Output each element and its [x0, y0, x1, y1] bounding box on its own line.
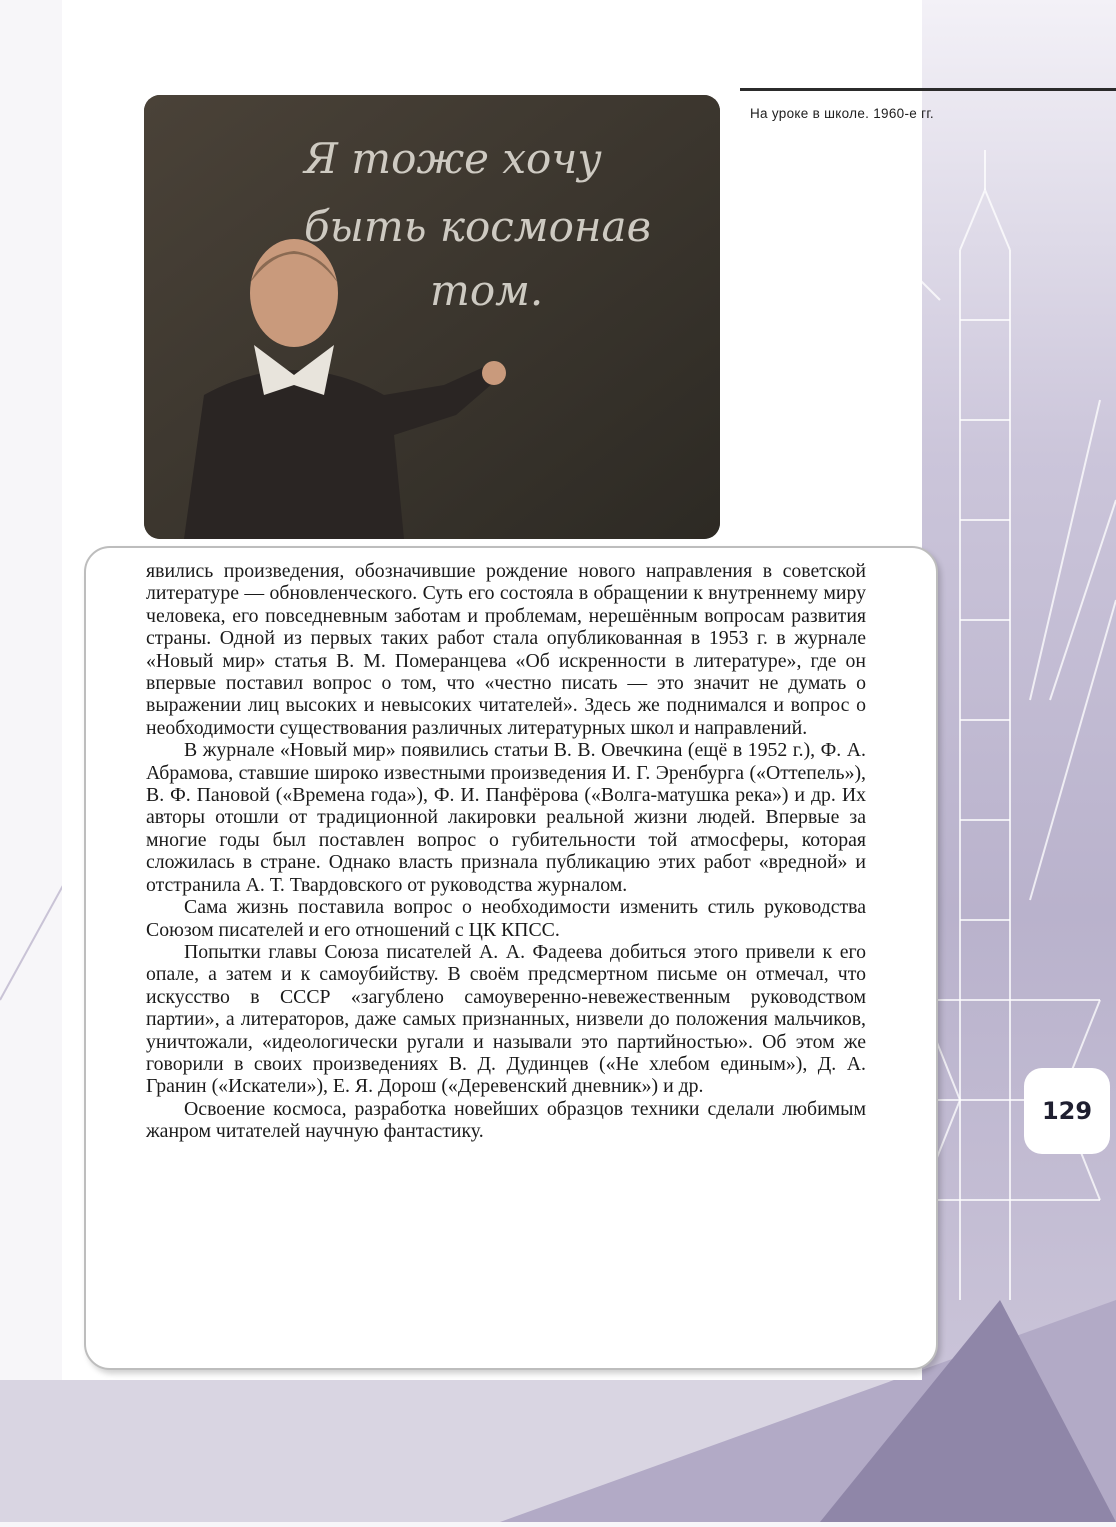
paragraph: явились произведения, обозначившие рождение нового направления в советской литературе — обновленческого. Суть его состояла в обращении к внутреннему миру человека, его повседневным заботам и проблемам, нерешённым вопросам развития страны. Одной из первых таких работ стала опубликованная в 1953 г. в журнале «Новый мир» статья В. М. Померанцева «Об искренности в литературе», где он впервые поставил вопрос о том, что «честно писать — это значит не думать о выражении лиц высоких и невысоких читателей». Здесь же поднимался и вопрос о необходимости существования различных литературных школ и направлений.: [146, 560, 866, 739]
paragraph: Попытки главы Союза писателей А. А. Фадеева добиться этого привели к его опале, а затем и к самоубийству. В своём предсмертном письме он отмечал, что искусство в СССР «загублено самоуверенно-невежественным руководством партии», а литераторов, даже самых признанных, низвели до положения мальчиков, уничтожали, «идеологически ругали и называли это партийностью». Об этом же говорили в своих произведениях В. Д. Дудинцев («Не хлебом единым»), Д. А. Гранин («Искатели»), Е. Я. Дорош («Деревенский дневник») и др.: [146, 940, 866, 1098]
page-number: 129: [1024, 1068, 1110, 1154]
svg-text:быть космонав: быть космонав: [304, 202, 652, 251]
photo-caption: На уроке в школе. 1960-е гг.: [750, 106, 934, 121]
paragraph: Сама жизнь поставила вопрос о необходимости изменить стиль руководства Союзом писателей и его отношений с ЦК КПСС.: [146, 896, 866, 941]
photo-image: [144, 95, 720, 539]
svg-text:том.: том.: [430, 266, 544, 315]
body-text: [146, 560, 866, 1143]
paragraph: В журнале «Новый мир» появились статьи В. В. Овечкина (ещё в 1952 г.), Ф. А. Абрамова, ставшие широко известными произведения И. Г. Эренбурга («Оттепель»), В. Ф. Пановой («Времена года»), Ф. И. Панфёрова («Волга-матушка река») и др. Их авторы отошли от традиционной лакировки реальной жизни людей. Впервые за многие годы был поставлен вопрос о губительности той атмосферы, которая сложилась в стране. Однако власть признала публикацию этих работ «вредной» и отстранила А. Т. Твардовского от руководства журналом.: [146, 739, 866, 896]
classroom-photo: [144, 95, 720, 539]
svg-text:Я тоже хочу: Я тоже хочу: [304, 134, 602, 183]
paragraph: Освоение космоса, разработка новейших образцов техники сделали любимым жанром читателей научную фантастику.: [146, 1097, 866, 1143]
caption-rule: [740, 88, 1116, 91]
